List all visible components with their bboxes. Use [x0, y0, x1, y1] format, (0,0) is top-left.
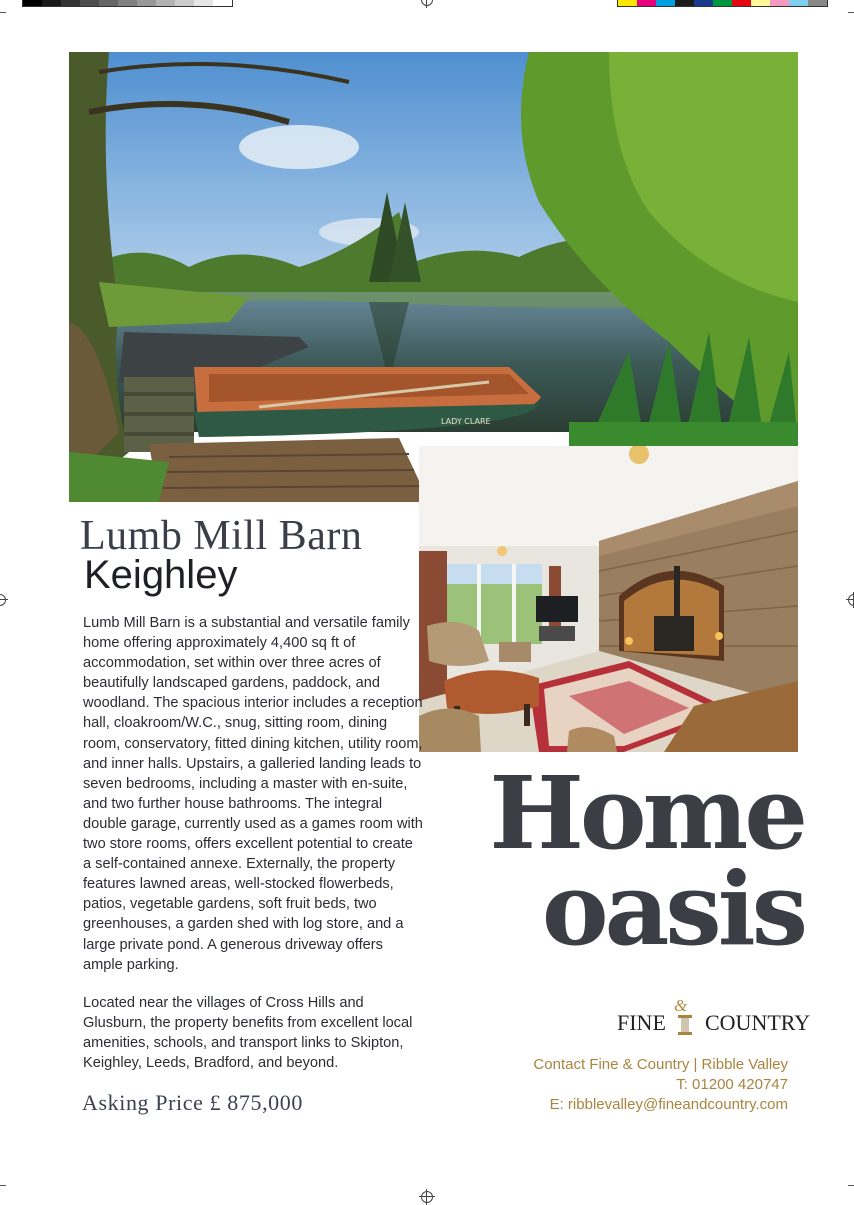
fine-and-country-logo — [617, 996, 811, 1042]
logo-ampersand: & — [674, 996, 688, 1015]
print-color-bar — [617, 0, 828, 7]
logo-word-country: COUNTRY — [705, 1010, 811, 1035]
registration-mark-right — [848, 594, 854, 606]
crop-mark — [848, 12, 854, 13]
lake-boathouse-photo — [69, 52, 798, 502]
contact-phone[interactable]: T: 01200 420747 — [676, 1076, 788, 1093]
contact-email[interactable]: E: ribblevalley@fineandcountry.com — [549, 1096, 788, 1113]
registration-mark-bottom — [421, 1191, 433, 1203]
property-title: Lumb Mill Barn — [80, 513, 363, 559]
registration-mark-top — [421, 0, 433, 6]
registration-mark-left — [0, 594, 6, 606]
print-gray-bar — [22, 0, 233, 7]
property-location: Keighley — [84, 553, 238, 597]
crop-mark — [0, 1185, 6, 1186]
logo-word-fine: FINE — [617, 1010, 666, 1035]
sitting-room-photo — [419, 446, 798, 752]
crop-mark — [848, 1185, 854, 1186]
asking-price: Asking Price £ 875,000 — [82, 1090, 303, 1115]
column-icon — [677, 1014, 693, 1036]
boat-name: LADY CLARE — [441, 417, 491, 426]
headline-oasis: oasis — [541, 850, 804, 968]
contact-heading: Contact Fine & Country | Ribble Valley — [533, 1056, 788, 1073]
property-location-description: Located near the villages of Cross Hills and Glusburn, the property benefits from excellent local amenities, schools, and transport links to Skipton, Keighley, Leeds, Bradford, and beyond. — [83, 995, 413, 1072]
property-description: Lumb Mill Barn is a substantial and versatile family home offering approximately 4,400 sq ft of accommodation, set within over three acres of beautifully landscaped gardens, paddock, and woodland. The spacious interior includes a reception hall, cloakroom/W.C., snug, sitting room, dining room, conservatory, fitted dining kitchen, utility room, and inner halls. Upstairs, a galleried landing leads to seven bedrooms, including a master with en-suite, and two further house bathrooms. The integral double garage, currently used as a games room with two store rooms, offers excellent potential to create a self-contained annexe. Externally, the property features lawned areas, well-stocked flowerbeds, patios, vegetable gardens, soft fruit beds, two greenhouses, a garden shed with log store, and a large private pond. A generous driveway offers ample parking. — [83, 615, 423, 973]
headline-home: Home — [489, 754, 804, 872]
crop-mark — [0, 12, 6, 13]
